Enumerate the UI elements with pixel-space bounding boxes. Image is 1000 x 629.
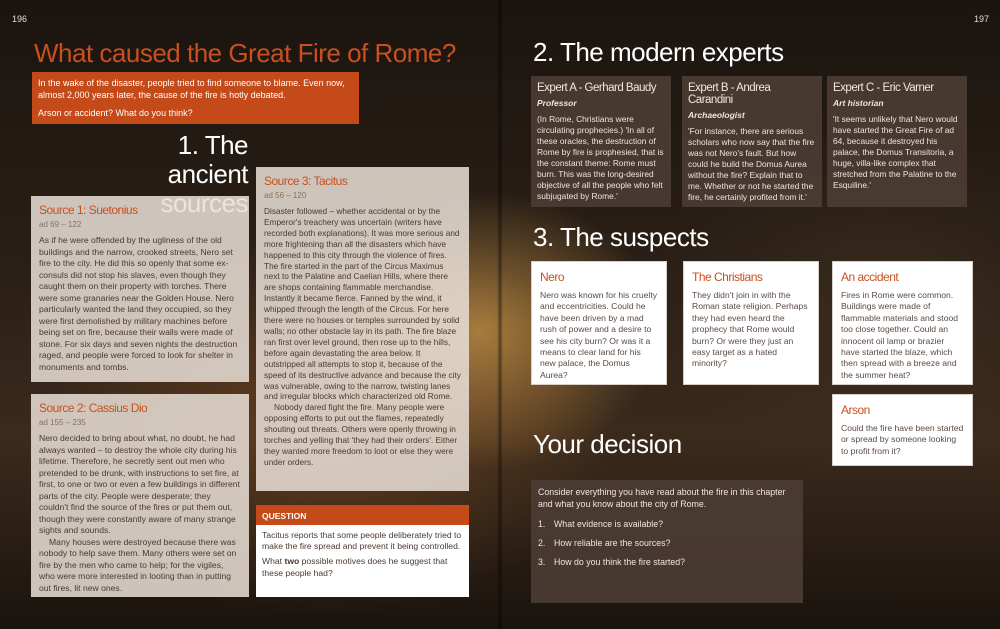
expert-b-name: Expert B - Andrea Carandini <box>688 82 771 106</box>
expert-a-name: Expert A - Gerhard Baudy <box>537 82 657 94</box>
suspect-nero-body: Nero was known for his cruelty and eccentricities. Could he have been driven by a mad rush of power and a desire to see his city burn? Or was it a means to clear land for his new palace, the Domus Aurea? <box>540 290 658 380</box>
source-2-title: Source 2: Cassius Dio <box>39 401 148 415</box>
decision-intro: Consider everything you have read about the fire in this chapter and what you know about the city of Rome. <box>538 487 786 509</box>
expert-c-quote: 'It seems unlikely that Nero would have started the Great Fire of ad 64, because it destroyed his palace, the Domus Transitoria, a huge, villa-like complex that stretched from the Palatine to the Esquiline.' <box>833 114 958 190</box>
source-2-date: ad 155 – 235 <box>39 418 86 427</box>
expert-c-role: Art historian <box>833 98 884 108</box>
expert-a-card <box>531 76 671 207</box>
suspect-arson-card <box>832 394 973 466</box>
suspect-arson-title: Arson <box>841 403 870 417</box>
decision-heading: Your decision <box>533 429 682 459</box>
decision-box <box>531 480 803 603</box>
source-3-card <box>256 167 469 491</box>
suspect-christians-body: They didn't join in with the Roman state religion. Perhaps they had even heard the prophecy that Rome would burn? Or were they just an easy target as a hated minority? <box>692 290 808 369</box>
source-1-card <box>31 196 249 382</box>
suspect-accident-title: An accident <box>841 270 899 284</box>
question-prompt <box>262 556 463 578</box>
question-text: Tacitus reports that some people deliberately tried to make the fire spread and prevent it being controlled. <box>262 530 462 552</box>
book-spine <box>497 0 503 629</box>
ancient-heading-line1: 1. The ancient <box>167 130 248 189</box>
question-prompt-end: possible motives does he suggest that these people had? <box>262 556 448 578</box>
expert-b-quote: 'For instance, there are serious scholars who now say that the fire was not Nero's fault. But how could he build the Domus Aurea without the fire? Explain that to me. Whether or not he started the fire, he certainly profited from it.' <box>688 126 815 202</box>
decision-item <box>538 518 796 530</box>
page-number-right: 197 <box>974 14 990 24</box>
decision-item-number: 1. <box>538 519 546 529</box>
source-2-body: Nero decided to bring about what, no doubt, he had always wanted – to destroy the whole city during his lifetime. Therefore, he secretly sent out men who pretended to be drunk, with instructions to set fire, at first, to one or two or even a few buildings in different parts of the city. People were desperate; they couldn't find the source of the fires or put them out, though they were constantly aware of many strange sights and sounds. <box>39 433 240 535</box>
intro-paragraph: In the wake of the disaster, people tried to find someone to blame. Even now, almost 2,000 years later, the cause of the fire is hotly debated. <box>38 78 345 100</box>
decision-list <box>538 518 796 568</box>
question-box <box>256 505 469 597</box>
suspect-nero-title: Nero <box>540 270 565 284</box>
decision-item-number: 3. <box>538 557 546 567</box>
suspect-christians-title: The Christians <box>692 270 763 284</box>
source-3-title: Source 3: Tacitus <box>264 174 348 188</box>
decision-item <box>538 556 796 568</box>
expert-a-quote: (In Rome, Christians were circulating prophecies.) 'In all of these oracles, the destruction of Rome by fire is prophesied, that is the constant theme: Rome must burn. This was the long-desired objective of all the people who felt subjugated by Rome.' <box>537 114 664 201</box>
decision-item-number: 2. <box>538 538 546 548</box>
suspect-accident-card <box>832 261 973 385</box>
source-1-body: As if he were offended by the ugliness of the old buildings and the narrow, crooked streets, Nero set fire to the city. He did this so openly that some ex-consuls did not stop his slaves, even though they caught them on their property with torches. There were some granaries near the Golden House. Nero particularly wanted the land they occupied, so they were first demolished by military machines before being set on fire, because their walls were made of stone. For six days and seven nights the destruction raged, and people were forced to look for shelter in monuments and tombs. <box>39 235 238 372</box>
intro-box <box>32 72 359 124</box>
decision-item <box>538 537 796 549</box>
suspect-arson-body: Could the fire have been started or spread by someone looking to profit from it? <box>841 423 964 456</box>
suspects-heading: 3. The suspects <box>533 222 709 252</box>
source-2-card <box>31 394 249 597</box>
expert-c-name: Expert C - Eric Varner <box>833 82 934 94</box>
decision-item-text: What evidence is available? <box>554 519 664 529</box>
source-1-date: ad 69 – 122 <box>39 220 82 229</box>
question-label: QUESTION <box>256 505 469 525</box>
source-3-date: ad 56 – 120 <box>264 191 307 200</box>
page-number-left: 196 <box>12 14 28 24</box>
source-3-body-2: Nobody dared fight the fire. Many people were opposing efforts to put out the flames, repeatedly shouting out threats. Others were openly throwing in torches and yelling that 'they had their orders'. Either they wanted more freedom to loot or else they were under orders. <box>264 402 458 467</box>
suspect-accident-body: Fires in Rome were common. Buildings were made of flammable materials and stood too close together. Could an innocent oil lamp or brazier have started the blaze, which then spread with a breeze and the summer heat? <box>841 290 959 380</box>
question-prompt-bold: two <box>284 556 300 567</box>
question-prompt-start: What <box>262 556 285 567</box>
source-1-title: Source 1: Suetonius <box>39 203 138 217</box>
expert-a-role: Professor <box>537 98 577 108</box>
expert-b-role: Archaeologist <box>688 110 745 120</box>
expert-c-card <box>827 76 967 207</box>
decision-item-text: How reliable are the sources? <box>554 538 671 548</box>
suspect-nero-card <box>531 261 667 385</box>
suspect-christians-card <box>683 261 819 385</box>
intro-question: Arson or accident? What do you think? <box>38 108 193 118</box>
source-2-body-2: Many houses were destroyed because there was nobody to help save them. Many others were set on fire by the men who came to help; for the vigiles, who were more interested in looting than in putting out fires, lit new ones. <box>39 536 237 593</box>
page-title: What caused the Great Fire of Rome? <box>34 38 456 68</box>
decision-item-text: How do you think the fire started? <box>554 557 686 567</box>
source-3-body: Disaster followed – whether accidental or by the Emperor's treachery was uncertain (writers have recorded both explanations). It was more serious and more frightening than all the disasters which have happened to this city through the violence of fires. The fire started in the part of the Circus Maximus next to the Palatine and Caelian Hills, where there are shops containing flammable merchandise. Instantly it became fierce. Fanned by the wind, it whipped through the length of the Circus. For here there were no houses or temples surrounded by solid walls; no other obstacle lay in its path. The fire blaze ran first over level ground, then rose up to the hills, before again devastating the area below. It outstripped all attempts to stop it, because of the speed of its destructive advance and because the city was vulnerable, owing to the narrow, twisting lanes and irregular blocks which characterized old Rome. <box>264 206 461 402</box>
modern-experts-heading: 2. The modern experts <box>533 37 784 67</box>
expert-b-card <box>682 76 822 207</box>
